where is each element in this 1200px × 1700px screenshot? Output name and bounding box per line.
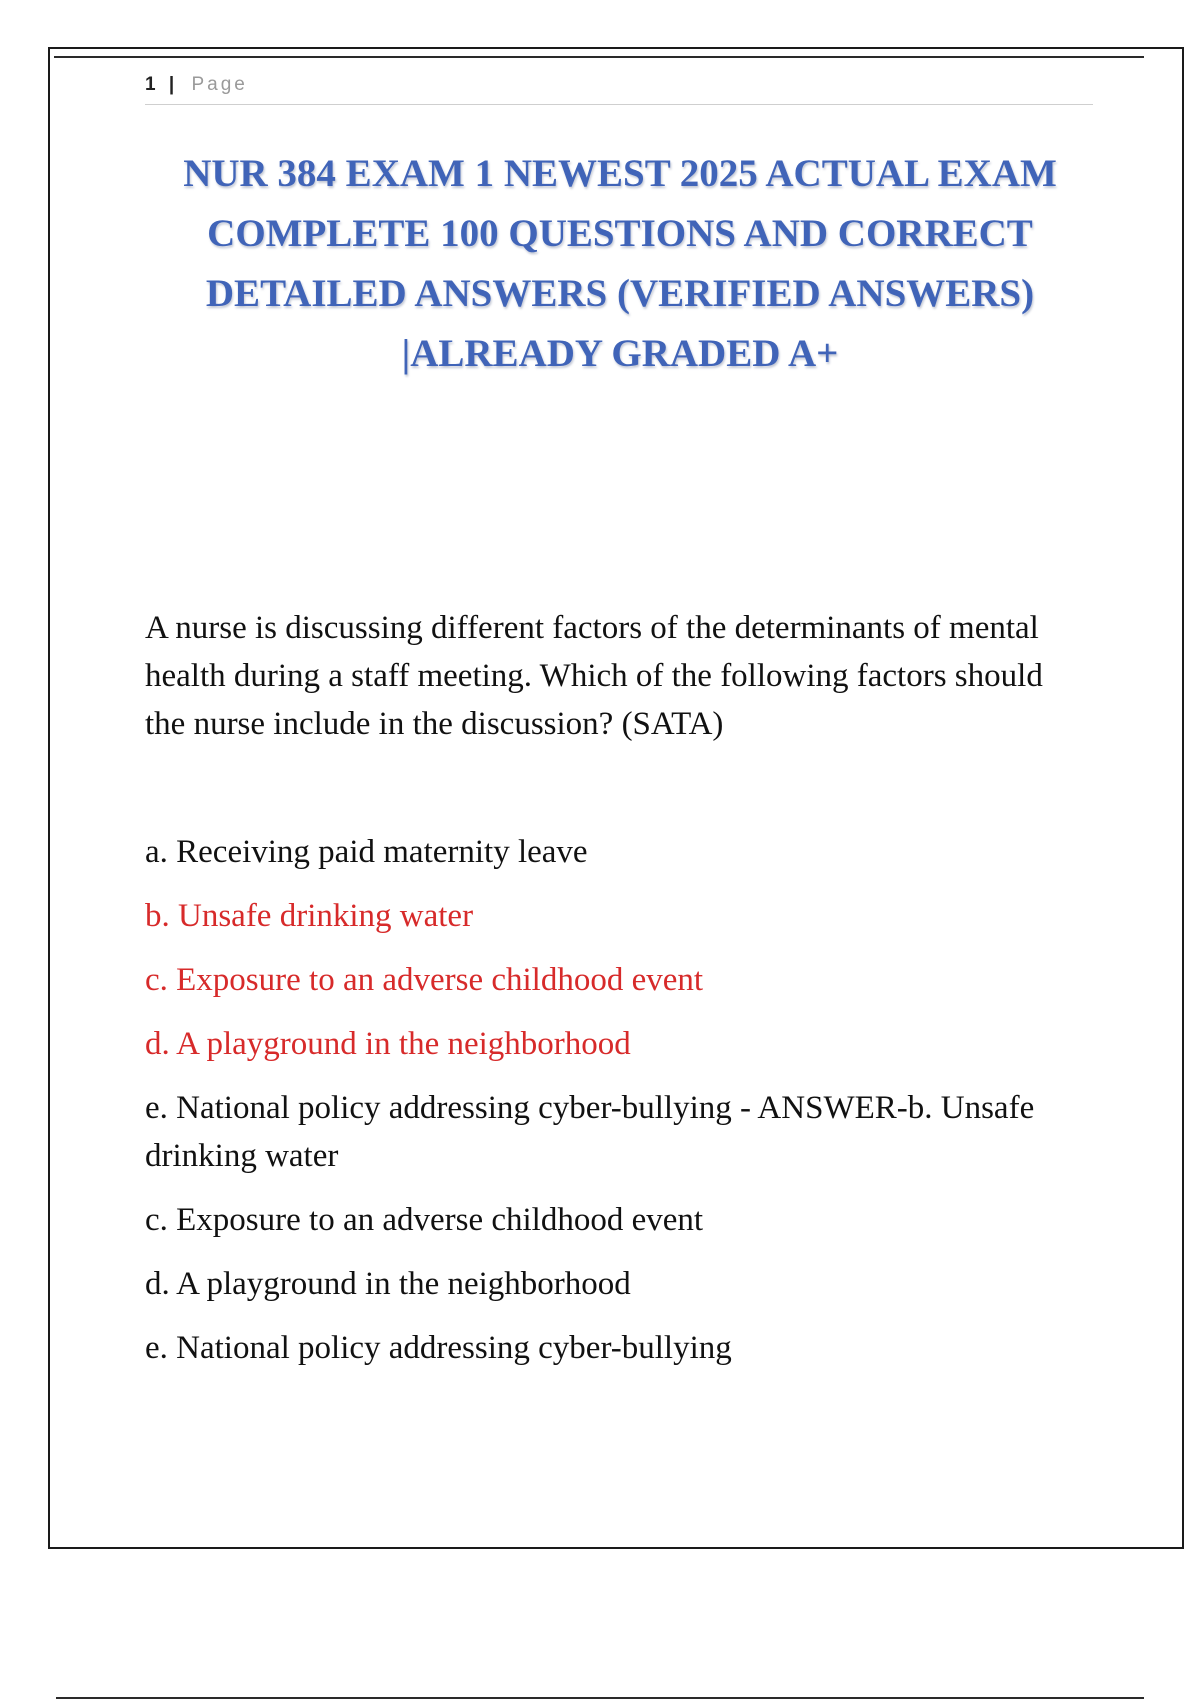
page-separator: | <box>168 74 178 95</box>
page-number: 1 <box>145 74 159 95</box>
option-c-highlighted: c. Exposure to an adverse childhood event <box>145 962 704 998</box>
bottom-rule <box>56 1697 1144 1699</box>
answer-line-d: d. A playground in the neighborhood <box>145 1266 631 1302</box>
answer-options <box>145 828 1065 1388</box>
option-b-highlighted: b. Unsafe drinking water <box>145 898 474 934</box>
top-rule <box>54 56 1144 58</box>
page-word: Page <box>191 74 248 95</box>
page-header <box>145 74 1093 105</box>
answer-line-c: c. Exposure to an adverse childhood event <box>145 1202 704 1238</box>
answer-line-e: e. National policy addressing cyber-bullying <box>145 1330 732 1366</box>
option-e-with-answer: e. National policy addressing cyber-bullying - ANSWER-b. Unsafe drinking water <box>145 1090 1035 1174</box>
question-text: A nurse is discussing different factors of the determinants of mental health during a staff meeting. Which of the following factors should the nurse include in the discussion? (SATA) <box>145 610 1043 742</box>
option-a: a. Receiving paid maternity leave <box>145 834 588 870</box>
option-d-highlighted: d. A playground in the neighborhood <box>145 1026 631 1062</box>
document-title: NUR 384 EXAM 1 NEWEST 2025 ACTUAL EXAM COMPLETE 100 QUESTIONS AND CORRECT DETAILED ANSWERS (VERIFIED ANSWERS) |ALREADY GRADED A+ <box>183 152 1057 375</box>
